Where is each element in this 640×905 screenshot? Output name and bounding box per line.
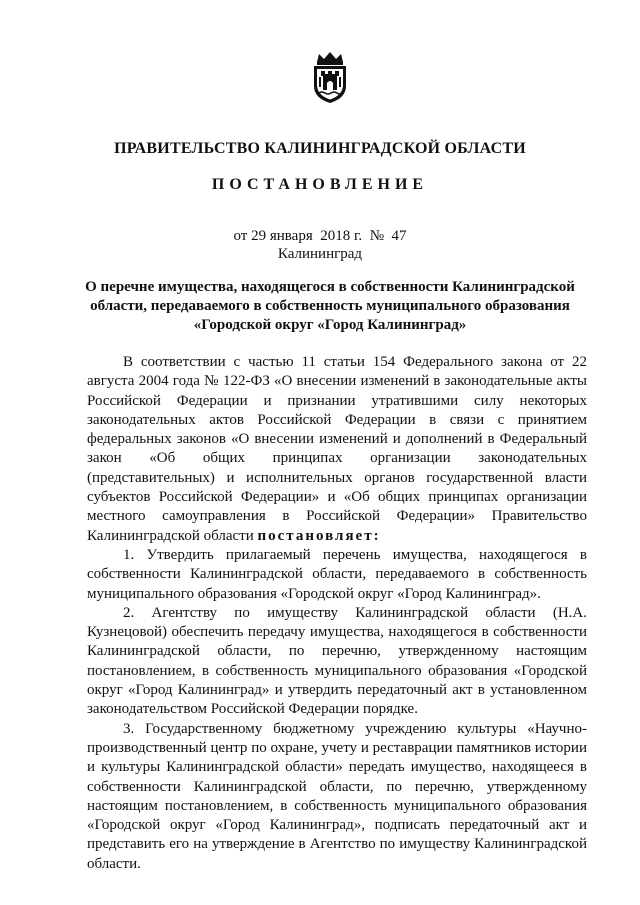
subject-line: О перечне имущества, находящегося в собственности Калининградской — [85, 279, 575, 295]
coat-of-arms-icon — [309, 52, 351, 104]
subject-line: области, передаваемого в собственность муниципального образования — [90, 298, 570, 314]
clause-3: 3. Государственному бюджетному учреждению культуры «Научно-производственный центр по охране, учету и реставрации памятников истории и культуры Калининградской области» передать имущество, находящееся в собственности Калининградской области, по перечню, утвержденному настоящим постановлением, в собственность муниципального образования «Городской округ «Город Калининград», подписать передаточный акт и представить его на утверждение в Агентство по имуществу Калининградской области. — [87, 720, 587, 872]
number-sign: № — [369, 228, 384, 244]
preamble-text: В соответствии с частью 11 статьи 154 Федерального закона от 22 августа 2004 года № 122-ФЗ «О внесении изменений в законодательные акты Российской Федерации и признании утратившими силу некоторых законодательных актов Российской Федерации в связи с принятием федеральных законов «О внесении изменений и дополнений в Федеральный закон «Об общих принципах организации законодательных (представительных) и исполнительных органов государственной власти субъектов Российской Федерации» и «Об общих принципах организации местного самоуправления в Российской Федерации» Правительство Калининградской области — [87, 354, 587, 544]
clause-1: 1. Утвердить прилагаемый перечень имущества, находящегося в собственности Калининградской области, передаваемого в собственность муниципального образования «Городской округ «Город Калининград». — [87, 546, 587, 602]
document-subject — [80, 278, 580, 335]
document-number: 47 — [391, 228, 407, 244]
date-prefix: от — [233, 228, 248, 244]
document-type: ПОСТАНОВЛЕНИЕ — [211, 176, 429, 193]
subject-line: «Городской округ «Город Калининград» — [193, 317, 467, 333]
document-body — [87, 353, 587, 874]
city: Калининград — [277, 246, 363, 262]
date-day: 29 — [251, 228, 267, 244]
preamble-paragraph — [87, 353, 587, 546]
date-year: 2018 г. — [320, 228, 363, 244]
clause-2: 2. Агентству по имуществу Калининградской области (Н.А. Кузнецовой) обеспечить передачу имущества, находящегося в собственности Калининградской области, по перечню, утвержденному настоящим постановлением, в собственность муниципального образования «Городской округ «Город Калининград» и утвердить передаточный акт в установленном законодательством Российской Федерации порядке. — [87, 604, 587, 718]
government-name: ПРАВИТЕЛЬСТВО КАЛИНИНГРАДСКОЙ ОБЛАСТИ — [114, 140, 526, 157]
date-month: января — [269, 228, 313, 244]
date-line — [0, 228, 640, 245]
decree-word: постановляет: — [257, 527, 381, 544]
